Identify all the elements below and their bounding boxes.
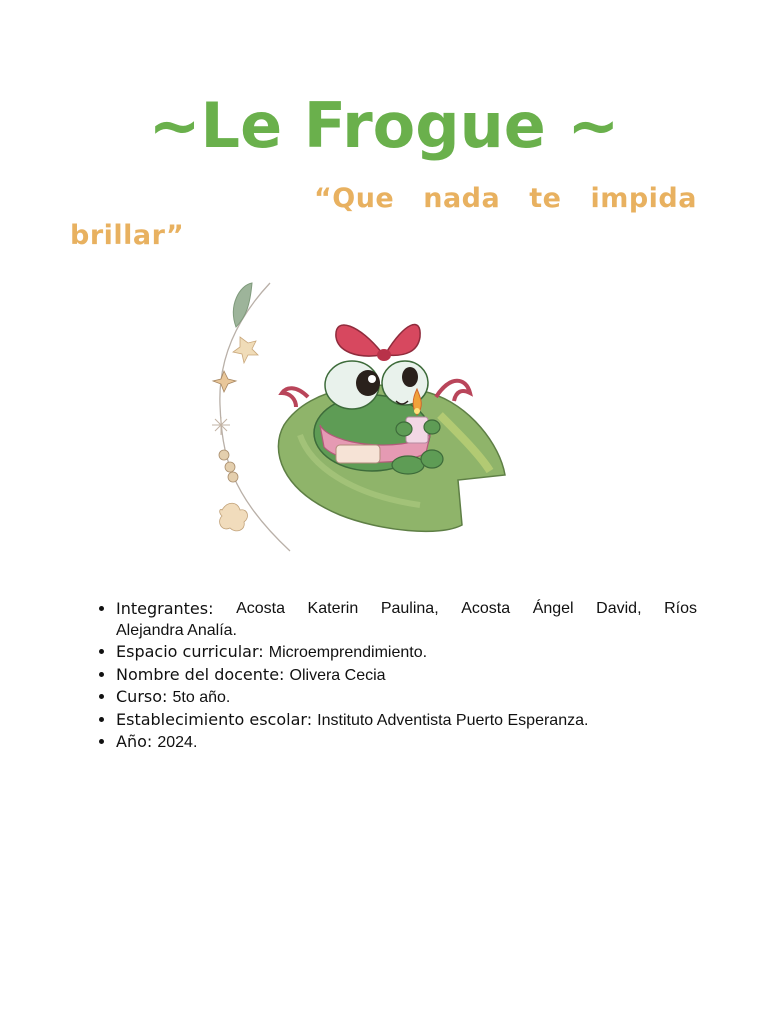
info-label: Establecimiento escolar	[116, 709, 307, 729]
list-item: • Año: 2024.	[116, 731, 697, 754]
info-label: Espacio curricular	[116, 642, 259, 661]
slogan-word: impida	[590, 183, 697, 214]
slogan-line-1	[314, 180, 697, 217]
info-value-word: Acosta	[461, 600, 511, 617]
info-value-word: Ángel	[532, 600, 574, 617]
slogan-line-2: brillar”	[70, 220, 185, 251]
info-value: 2024.	[157, 734, 198, 751]
project-info-list	[76, 598, 697, 754]
info-value: Microemprendimiento.	[268, 644, 428, 661]
slogan-word: nada	[423, 183, 501, 214]
slogan-word: “Que	[314, 183, 395, 214]
info-label: Nombre del docente	[116, 664, 280, 684]
info-value-word: David,	[596, 600, 642, 617]
info-value: Instituto Adventista Puerto Esperanza.	[317, 711, 589, 729]
list-item: • Curso: 5to año.	[116, 686, 697, 709]
frog-on-lily-pad-illustration	[200, 275, 520, 560]
info-value-word: Paulina,	[380, 600, 439, 617]
info-label: Año	[116, 732, 147, 751]
info-label: Curso	[116, 687, 163, 706]
list-item: • Nombre del docente: Olivera Cecia	[116, 664, 697, 687]
list-item: • Integrantes: Acosta Katerin Paulina, Acosta Ángel David, Ríos Alejandra Analía.	[116, 598, 697, 641]
info-value-word: Katerin	[307, 600, 359, 617]
slogan	[70, 180, 697, 254]
info-value: Alejandra Analía.	[116, 621, 237, 639]
info-value: Olivera Cecia	[289, 666, 386, 684]
list-item: • Establecimiento escolar: Instituto Adventista Puerto Esperanza.	[116, 709, 697, 732]
list-item: • Espacio curricular: Microemprendimiento.	[116, 641, 697, 664]
info-label: Integrantes	[116, 599, 209, 618]
slogan-word: te	[529, 183, 562, 214]
info-value-word: Acosta	[236, 600, 285, 617]
document-title: ~Le Frogue ~	[148, 89, 620, 162]
info-value: 5to año.	[172, 689, 231, 706]
info-value-word: Ríos	[664, 600, 697, 617]
